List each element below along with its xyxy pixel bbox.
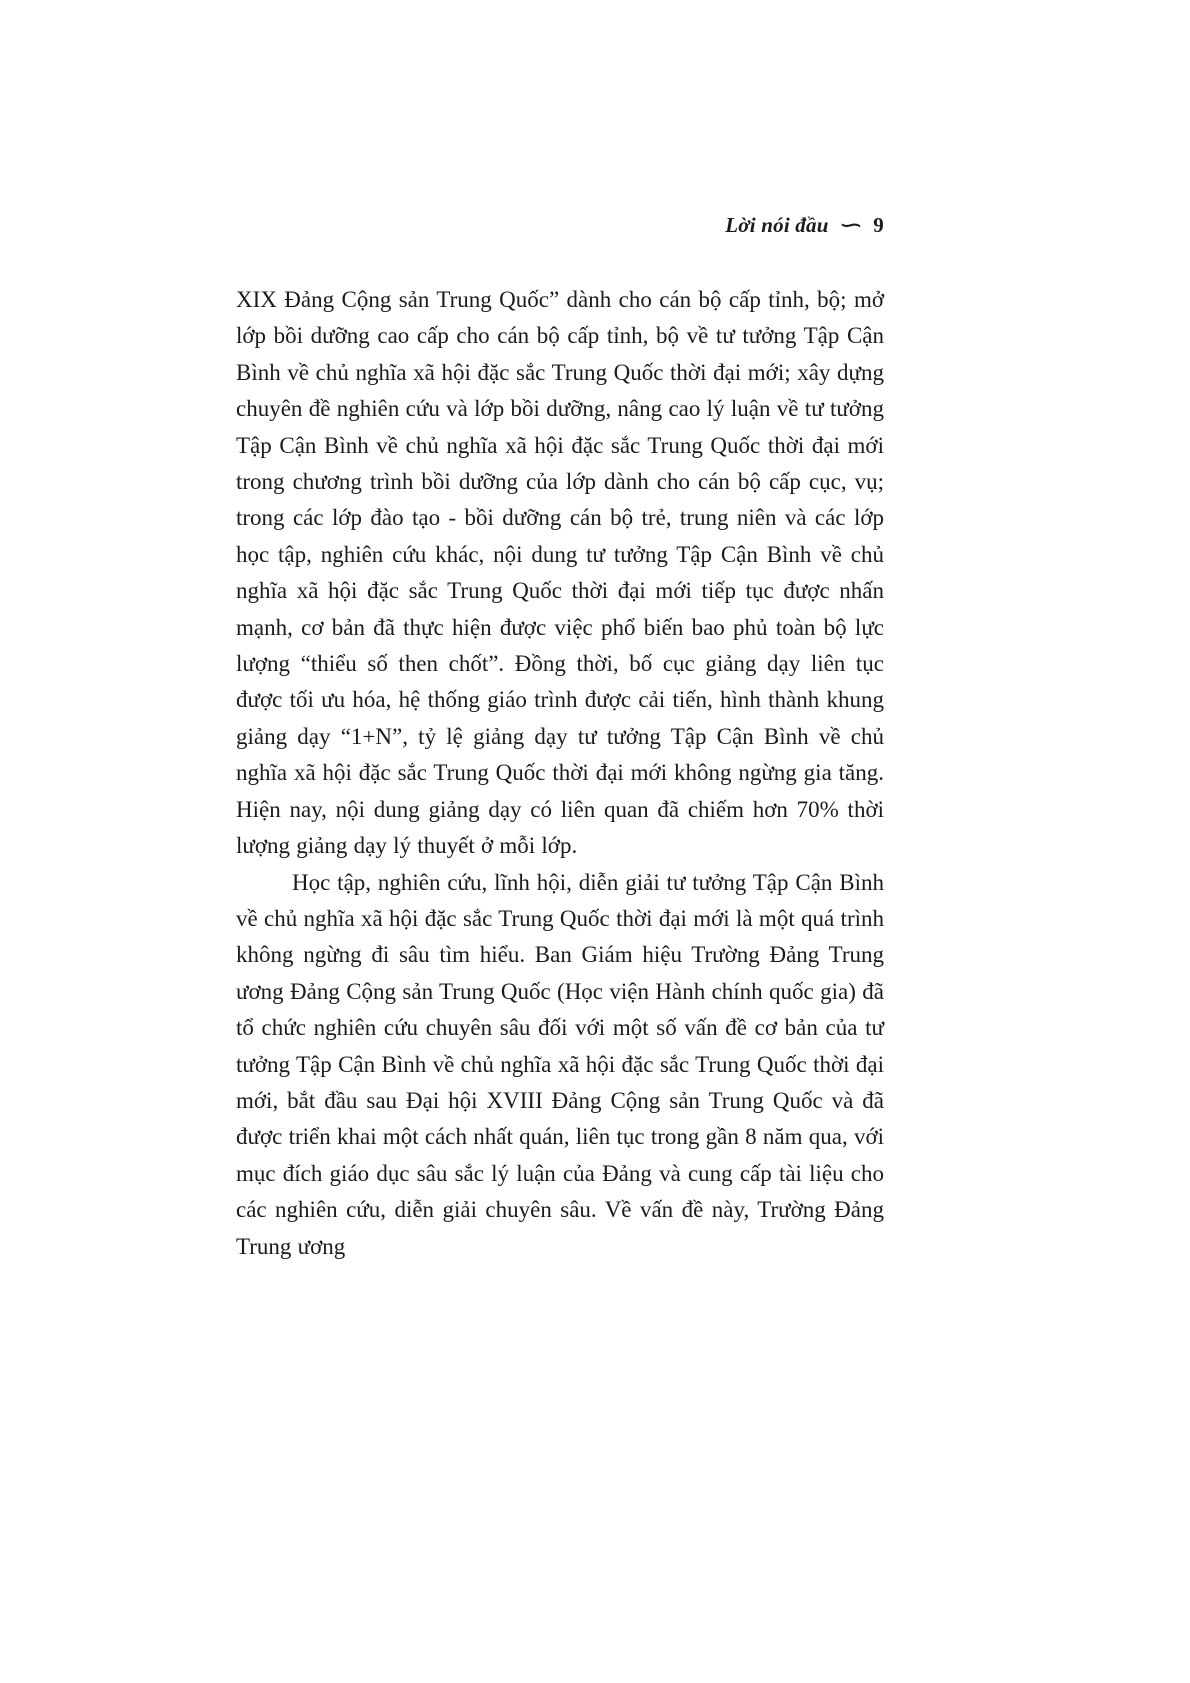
body-paragraph: XIX Đảng Cộng sản Trung Quốc” dành cho cán bộ cấp tỉnh, bộ; mở lớp bồi dưỡng cao cấp cho cán bộ cấp tỉnh, bộ về tư tưởng Tập Cận Bình về chủ nghĩa xã hội đặc sắc Trung Quốc thời đại mới; xây dựng chuyên đề nghiên cứu và lớp bồi dưỡng, nâng cao lý luận về tư tưởng Tập Cận Bình về chủ nghĩa xã hội đặc sắc Trung Quốc thời đại mới trong chương trình bồi dưỡng của lớp dành cho cán bộ cấp cục, vụ; trong các lớp đào tạo - bồi dưỡng cán bộ trẻ, trung niên và các lớp học tập, nghiên cứu khác, nội dung tư tưởng Tập Cận Bình về chủ nghĩa xã hội đặc sắc Trung Quốc thời đại mới tiếp tục được nhấn mạnh, cơ bản đã thực hiện được việc phổ biến bao phủ toàn bộ lực lượng “thiểu số then chốt”. Đồng thời, bố cục giảng dạy liên tục được tối ưu hóa, hệ thống giáo trình được cải tiến, hình thành khung giảng dạy “1+N”, tỷ lệ giảng dạy tư tưởng Tập Cận Bình về chủ nghĩa xã hội đặc sắc Trung Quốc thời đại mới không ngừng gia tăng. Hiện nay, nội dung giảng dạy có liên quan đã chiếm hơn 70% thời lượng giảng dạy lý thuyết ở mỗi lớp. <box>236 287 884 859</box>
body-paragraph: Học tập, nghiên cứu, lĩnh hội, diễn giải tư tưởng Tập Cận Bình về chủ nghĩa xã hội đặc sắc Trung Quốc thời đại mới là một quá trình không ngừng đi sâu tìm hiểu. Ban Giám hiệu Trường Đảng Trung ương Đảng Cộng sản Trung Quốc (Học viện Hành chính quốc gia) đã tổ chức nghiên cứu chuyên sâu đối với một số vấn đề cơ bản của tư tưởng Tập Cận Bình về chủ nghĩa xã hội đặc sắc Trung Quốc thời đại mới, bắt đầu sau Đại hội XVIII Đảng Cộng sản Trung Quốc và đã được triển khai một cách nhất quán, liên tục trong gần 8 năm qua, với mục đích giáo dục sâu sắc lý luận của Đảng và cung cấp tài liệu cho các nghiên cứu, diễn giải chuyên sâu. Về vấn đề này, Trường Đảng Trung ương <box>236 869 885 1259</box>
header-ornament-icon: ∽ <box>838 213 864 237</box>
body-text <box>236 282 884 1265</box>
header-chapter-title: Lời nói đầu <box>725 213 829 237</box>
running-header <box>236 212 884 238</box>
text-block <box>236 212 884 1265</box>
page-number: 9 <box>873 213 884 237</box>
